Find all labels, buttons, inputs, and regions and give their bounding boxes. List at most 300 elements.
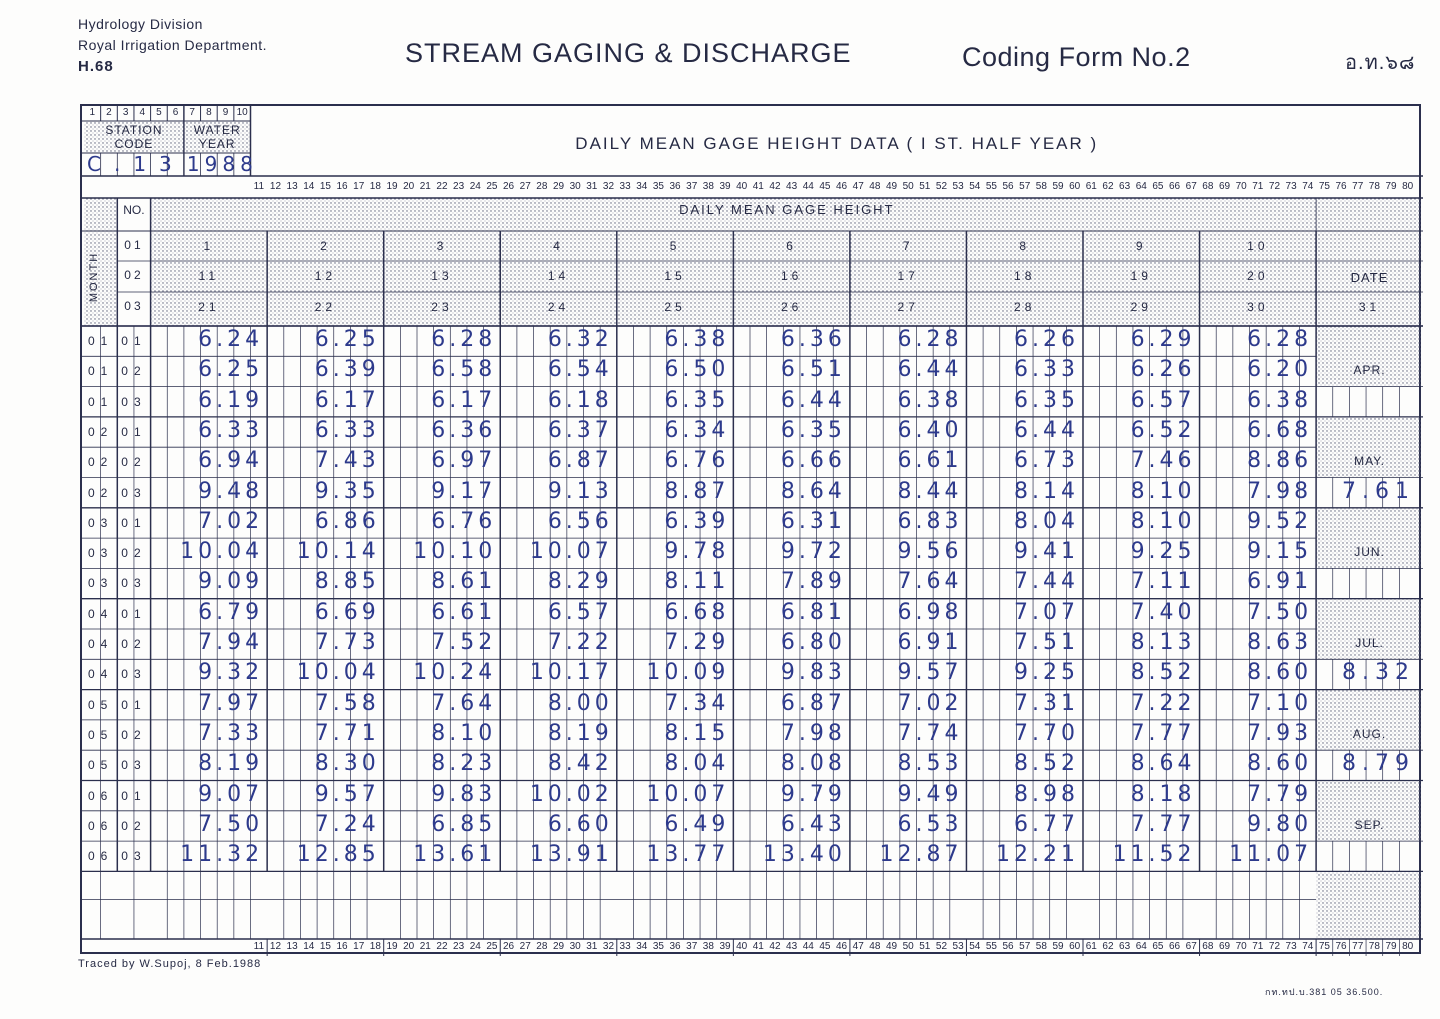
- column-number: 65: [1152, 941, 1164, 952]
- gage-height-value: 6.18: [547, 387, 613, 413]
- no-code: 01: [121, 788, 147, 803]
- gage-height-value: 6.97: [431, 448, 497, 474]
- gage-height-value: 9.41: [1014, 539, 1079, 565]
- column-number: 78: [1368, 181, 1380, 192]
- gage-height-value: 9.48: [198, 478, 264, 504]
- agency-line-1: Hydrology Division: [78, 16, 203, 32]
- gage-height-value: 6.73: [1014, 448, 1079, 474]
- gage-height-value: 8.85: [314, 569, 380, 595]
- gage-height-value: 6.32: [547, 327, 613, 352]
- column-number: 33: [619, 941, 631, 952]
- gage-height-value: 8.98: [1014, 781, 1079, 807]
- gage-height-value: 7.64: [897, 569, 963, 595]
- no-code: 01: [121, 697, 147, 712]
- day-number: 22: [314, 300, 337, 314]
- no-code: 02: [121, 727, 147, 742]
- gage-height-value: 6.91: [1247, 569, 1313, 595]
- column-number: 36: [669, 181, 681, 192]
- gage-height-value: 6.44: [1014, 417, 1079, 443]
- column-number: 40: [736, 941, 748, 952]
- column-number: 66: [1169, 941, 1181, 952]
- gage-height-value: 7.44: [1014, 569, 1079, 595]
- month-code: 05: [88, 727, 114, 742]
- gage-height-value: 7.43: [314, 448, 380, 474]
- gage-height-value: 7.93: [1247, 720, 1313, 746]
- gage-height-value: 6.94: [198, 448, 264, 474]
- column-number: 24: [469, 941, 481, 952]
- gage-height-value: 10.17: [529, 660, 613, 686]
- day-number: 21: [198, 300, 220, 314]
- gage-height-value: 7.40: [1130, 599, 1196, 625]
- gage-height-value: 7.89: [780, 569, 846, 595]
- column-number: 13: [286, 941, 298, 952]
- gage-height-value: 6.80: [780, 630, 846, 655]
- gage-height-value: 9.07: [198, 781, 264, 807]
- gage-height-value: 6.33: [1014, 357, 1079, 383]
- gage-height-value: 8.87: [664, 478, 730, 504]
- no-code: 02: [121, 364, 147, 379]
- month-code: 04: [88, 606, 114, 621]
- dotted-shading: [1316, 781, 1421, 842]
- gage-height-value: 6.56: [547, 508, 613, 534]
- gage-height-value: 7.64: [431, 690, 497, 716]
- column-number: 44: [802, 941, 814, 952]
- column-number: 39: [719, 181, 731, 192]
- column-number: 52: [935, 941, 948, 952]
- day-number: 15: [664, 269, 686, 283]
- gage-height-value: 8.10: [431, 720, 497, 746]
- column-number: 5: [156, 107, 162, 118]
- column-number: 77: [1352, 941, 1364, 952]
- no-code: 02: [121, 546, 147, 561]
- coding-form: [80, 104, 1421, 954]
- day-number: 27: [897, 300, 919, 314]
- gage-height-value: 6.35: [780, 417, 846, 443]
- column-number: 60: [1069, 941, 1081, 952]
- gage-height-value: 7.02: [897, 690, 963, 716]
- column-number: 19: [386, 181, 398, 192]
- column-number: 39: [719, 941, 731, 952]
- gage-height-value: 6.19: [198, 387, 264, 413]
- column-number: 42: [769, 941, 781, 952]
- column-number: 45: [819, 181, 831, 192]
- column-number: 58: [1035, 941, 1047, 952]
- gage-height-value: 13.61: [413, 842, 497, 868]
- gage-height-value: 8.14: [1014, 478, 1079, 504]
- month-code: 05: [88, 758, 114, 773]
- column-number: 63: [1119, 941, 1131, 952]
- gage-height-value: 7.94: [198, 630, 264, 655]
- column-number: 73: [1285, 181, 1297, 192]
- form-subtitle: Coding Form No.2: [962, 42, 1191, 72]
- gage-height-value: 7.77: [1130, 811, 1196, 837]
- month-code: 03: [88, 546, 114, 561]
- gage-height-value: 7.50: [198, 811, 264, 837]
- gage-height-value: 11.32: [180, 842, 264, 868]
- column-number: 44: [802, 181, 814, 192]
- no-code: 01: [121, 606, 147, 621]
- gage-height-value: 6.24: [198, 327, 264, 352]
- gage-height-value: 9.83: [431, 781, 497, 807]
- gage-height-value: 6.50: [664, 357, 730, 383]
- gage-height-value: 8.60: [1247, 751, 1313, 777]
- gage-height-value: 6.66: [780, 448, 846, 474]
- month-code: 01: [88, 364, 114, 379]
- month-name-label: MAY.: [1354, 454, 1385, 469]
- day-number: 7: [902, 239, 914, 253]
- gage-height-value: 6.91: [897, 630, 963, 655]
- column-number: 12: [269, 941, 282, 952]
- column-number: 28: [536, 181, 548, 192]
- printer-note: กท.ทป.บ.381 05 36.500.: [1265, 987, 1384, 997]
- gage-height-value: 8.42: [547, 751, 613, 777]
- gage-height-value: 6.87: [780, 690, 846, 716]
- gage-height-value: 6.39: [664, 508, 730, 534]
- column-number: 14: [303, 181, 315, 192]
- column-number: 78: [1368, 941, 1380, 952]
- main-heading: DAILY MEAN GAGE HEIGHT DATA ( I ST. HALF YEAR ): [575, 134, 1099, 153]
- day-number: 13: [431, 269, 453, 283]
- no-code: 02: [121, 637, 147, 651]
- gage-height-value: 8.61: [431, 569, 497, 595]
- column-number: 11: [253, 181, 265, 192]
- gage-height-value: 12.21: [996, 842, 1079, 868]
- day-number: 2: [320, 239, 331, 253]
- column-number: 1: [89, 107, 96, 118]
- month-code: 06: [88, 818, 114, 833]
- gage-height-value: 8.44: [897, 478, 963, 504]
- gage-height-value: 6.35: [664, 387, 730, 413]
- column-number: 30: [569, 181, 581, 192]
- gage-height-value: 6.36: [431, 417, 497, 443]
- gage-height-value: 7.33: [198, 720, 264, 746]
- column-number: 30: [569, 941, 581, 952]
- gage-height-value: 6.53: [897, 811, 963, 837]
- gage-height-value: 6.33: [198, 417, 264, 443]
- gage-height-value: 7.31: [1014, 690, 1079, 716]
- column-number: 72: [1268, 181, 1281, 192]
- gage-height-value: 9.35: [314, 478, 380, 504]
- gage-height-value: 8.19: [547, 720, 613, 746]
- column-number: 67: [1185, 941, 1197, 952]
- column-number: 17: [353, 941, 365, 952]
- gage-height-value: 8.08: [780, 751, 846, 777]
- no-code: 03: [121, 849, 147, 864]
- no-label: NO.: [123, 203, 145, 217]
- column-number: 59: [1052, 181, 1064, 192]
- column-number: 43: [786, 181, 798, 192]
- column-number: 64: [1135, 181, 1147, 192]
- no-code: 01: [121, 334, 147, 348]
- gage-height-value: 6.58: [431, 357, 497, 383]
- form-code: อ.ท.๖๘: [1345, 52, 1416, 74]
- gage-height-value: 10.02: [529, 781, 613, 807]
- month-code: 01: [88, 394, 114, 409]
- gage-height-value: 6.39: [314, 357, 380, 383]
- day-number: 16: [780, 269, 803, 283]
- gage-height-value: 6.61: [431, 599, 497, 625]
- gage-height-value: 6.85: [431, 811, 497, 837]
- column-number: 68: [1202, 181, 1214, 192]
- day-number: 18: [1014, 269, 1036, 283]
- gage-height-value: 6.43: [780, 811, 846, 837]
- column-number: 61: [1085, 941, 1097, 952]
- no-code: 01: [121, 424, 147, 439]
- column-number: 71: [1252, 181, 1264, 192]
- no-code: 02: [124, 268, 144, 282]
- gage-height-value: 6.25: [314, 327, 380, 352]
- column-number: 20: [403, 941, 415, 952]
- month-label: MONTH: [88, 251, 100, 303]
- gage-height-value: 11.52: [1112, 842, 1196, 868]
- gage-height-value: 10.04: [180, 539, 264, 565]
- station-code-value: C.13: [87, 152, 185, 176]
- gage-height-value: 6.17: [314, 387, 380, 413]
- day-number: 26: [780, 300, 803, 314]
- gage-height-value: 8.00: [547, 690, 613, 716]
- column-number: 48: [869, 941, 881, 952]
- no-code: 03: [121, 758, 147, 773]
- no-code: 02: [121, 818, 147, 833]
- gage-height-value: 8.86: [1247, 448, 1313, 474]
- gage-height-value: 6.29: [1130, 327, 1196, 352]
- column-number: 41: [752, 181, 764, 192]
- column-number: 80: [1402, 181, 1414, 192]
- last-day-value: 7.61: [1342, 478, 1415, 504]
- day-number: 6: [786, 239, 797, 253]
- gage-height-value: 6.38: [664, 327, 730, 352]
- column-number: 71: [1252, 941, 1264, 952]
- column-number: 73: [1285, 941, 1297, 952]
- column-number: 15: [319, 181, 331, 192]
- column-number: 4: [139, 107, 146, 118]
- last-day-value: 8.32: [1342, 660, 1415, 686]
- gage-height-value: 7.98: [780, 720, 846, 746]
- month-code: 06: [88, 849, 114, 864]
- gage-height-value: 13.77: [646, 842, 730, 868]
- month-code: 02: [88, 485, 114, 500]
- column-number: 34: [636, 941, 648, 952]
- column-number: 7: [189, 107, 195, 118]
- gage-height-value: 9.56: [897, 539, 963, 565]
- column-number: 33: [619, 181, 631, 192]
- column-number: 46: [836, 941, 848, 952]
- gage-height-value: 7.52: [431, 630, 497, 655]
- agency-code: H.68: [78, 58, 114, 75]
- column-number: 34: [636, 181, 648, 192]
- gage-height-value: 9.13: [547, 478, 613, 504]
- gage-height-value: 6.38: [897, 387, 963, 413]
- column-number: 53: [952, 181, 964, 192]
- last-day-value: 8.79: [1342, 751, 1415, 777]
- gage-height-value: 6.77: [1014, 811, 1079, 837]
- column-number: 19: [386, 941, 398, 952]
- column-number: 68: [1202, 941, 1214, 952]
- day-number: 8: [1019, 239, 1031, 253]
- gage-height-value: 6.52: [1130, 417, 1196, 443]
- gage-height-value: 9.72: [780, 539, 846, 565]
- gage-height-value: 8.04: [1014, 508, 1079, 534]
- gage-height-value: 6.57: [547, 599, 613, 625]
- gage-height-value: 6.17: [431, 387, 497, 413]
- column-number: 57: [1019, 941, 1031, 952]
- month-code: 06: [88, 788, 114, 803]
- column-number: 47: [852, 941, 864, 952]
- gage-height-value: 9.78: [664, 539, 730, 565]
- column-number: 29: [552, 941, 565, 952]
- column-number: 43: [786, 941, 798, 952]
- day-number: 17: [897, 269, 919, 283]
- column-number: 20: [403, 181, 415, 192]
- gage-height-value: 6.76: [664, 448, 730, 474]
- gage-height-value: 6.35: [1014, 387, 1079, 413]
- column-number: 70: [1235, 941, 1247, 952]
- column-number: 75: [1318, 941, 1330, 952]
- column-number: 75: [1318, 181, 1330, 192]
- column-number: 13: [286, 181, 298, 192]
- column-number: 77: [1352, 181, 1364, 192]
- month-name-label: JUL.: [1355, 636, 1384, 650]
- gage-height-value: 6.44: [897, 357, 963, 383]
- column-number: 37: [686, 181, 698, 192]
- gage-height-value: 7.58: [314, 690, 380, 716]
- column-number: 48: [869, 181, 881, 192]
- day-number: 12: [314, 269, 337, 283]
- gage-height-value: 8.11: [664, 569, 730, 595]
- dotted-shading: [1316, 871, 1421, 939]
- column-number: 29: [552, 181, 565, 192]
- day-number: 14: [547, 269, 570, 283]
- gage-height-value: 6.37: [547, 417, 613, 443]
- column-number: 79: [1385, 941, 1397, 952]
- column-number: 23: [453, 181, 465, 192]
- gage-height-value: 8.52: [1130, 660, 1196, 686]
- gage-height-value: 12.87: [879, 842, 963, 868]
- column-number: 56: [1002, 941, 1014, 952]
- no-code: 03: [121, 576, 147, 591]
- column-number: 9: [222, 107, 229, 118]
- gage-height-value: 7.11: [1130, 569, 1196, 595]
- gage-height-value: 6.57: [1130, 387, 1196, 413]
- gage-height-value: 8.15: [664, 720, 730, 746]
- gage-height-value: 7.74: [897, 720, 963, 746]
- column-number: 47: [852, 181, 864, 192]
- column-number: 62: [1102, 181, 1114, 192]
- gage-height-value: 6.44: [780, 387, 846, 413]
- month-name-label: JUN.: [1354, 545, 1385, 560]
- column-number: 52: [935, 181, 948, 192]
- gage-height-value: 7.98: [1247, 478, 1313, 504]
- column-number: 80: [1402, 941, 1414, 952]
- column-number: 32: [602, 941, 615, 952]
- dotted-shading: [1316, 417, 1421, 478]
- gage-height-value: 6.40: [897, 417, 963, 443]
- gage-height-value: 6.87: [547, 448, 613, 474]
- day-number: 29: [1130, 300, 1152, 314]
- gage-height-value: 7.24: [314, 811, 380, 837]
- gage-height-value: 6.26: [1014, 327, 1079, 352]
- column-number: 62: [1102, 941, 1114, 952]
- gage-height-value: 7.97: [198, 690, 264, 716]
- traced-note: Traced by W.Supoj, 8 Feb.1988: [78, 958, 262, 970]
- day-number: 31: [1358, 300, 1381, 314]
- gage-height-value: 8.53: [897, 751, 963, 777]
- gage-height-value: 9.80: [1247, 811, 1313, 837]
- column-number: 55: [985, 941, 997, 952]
- gage-height-value: 9.25: [1014, 660, 1079, 686]
- column-number: 25: [486, 941, 498, 952]
- day-number: 25: [664, 300, 686, 314]
- column-number: 49: [885, 941, 898, 952]
- column-number: 50: [902, 941, 914, 952]
- column-number: 79: [1385, 181, 1397, 192]
- month-name-label: SEP.: [1354, 817, 1385, 832]
- gage-height-value: 7.46: [1130, 448, 1196, 474]
- month-code: 04: [88, 637, 114, 651]
- column-number: 8: [206, 107, 212, 118]
- date-label: DATE: [1350, 270, 1389, 285]
- gage-height-value: 6.68: [664, 599, 730, 625]
- month-code: 02: [88, 424, 114, 439]
- day-number: 19: [1130, 269, 1152, 283]
- column-number: 18: [369, 181, 381, 192]
- column-number: 32: [602, 181, 615, 192]
- agency-line-2: Royal Irrigation Department.: [78, 37, 268, 53]
- gage-height-value: 8.63: [1247, 630, 1313, 655]
- column-number: 57: [1019, 181, 1031, 192]
- day-number: 24: [547, 300, 570, 314]
- column-number: 10: [236, 107, 248, 118]
- gage-height-value: 10.07: [529, 539, 613, 565]
- gage-height-value: 6.76: [431, 508, 497, 534]
- gage-height-value: 6.34: [664, 417, 730, 443]
- column-number: 74: [1302, 941, 1314, 952]
- day-number: 1: [203, 239, 215, 253]
- gage-height-value: 6.54: [547, 357, 613, 383]
- column-number: 22: [436, 181, 448, 192]
- gage-height-value: 6.68: [1247, 417, 1313, 443]
- dotted-shading: [1316, 508, 1421, 569]
- day-number: 5: [669, 239, 681, 253]
- gage-height-value: 6.51: [780, 357, 846, 383]
- gage-height-value: 12.85: [296, 842, 380, 868]
- column-number: 37: [686, 941, 698, 952]
- month-code: 03: [88, 515, 114, 530]
- column-number: 25: [486, 181, 498, 192]
- no-code: 01: [121, 515, 147, 530]
- gage-height-value: 9.32: [198, 660, 264, 686]
- gage-height-value: 7.50: [1247, 599, 1313, 625]
- dotted-shading: [84, 198, 117, 231]
- gage-height-value: 6.20: [1247, 357, 1313, 383]
- gage-height-value: 9.57: [897, 660, 963, 686]
- gage-height-value: 8.10: [1130, 478, 1196, 504]
- gage-height-value: 9.25: [1130, 539, 1196, 565]
- column-number: 55: [985, 181, 997, 192]
- gage-height-value: 9.52: [1247, 508, 1313, 534]
- column-number: 27: [519, 181, 531, 192]
- column-number: 35: [652, 181, 664, 192]
- gage-height-value: 8.23: [431, 751, 497, 777]
- column-number: 66: [1169, 181, 1181, 192]
- gage-height-value: 6.33: [314, 417, 380, 443]
- day-number: 30: [1247, 300, 1269, 314]
- column-number: 38: [702, 181, 714, 192]
- gage-height-value: 6.81: [780, 599, 846, 625]
- column-number: 53: [952, 941, 964, 952]
- water-year-label: WATER YEAR: [193, 123, 241, 151]
- column-number: 74: [1302, 181, 1314, 192]
